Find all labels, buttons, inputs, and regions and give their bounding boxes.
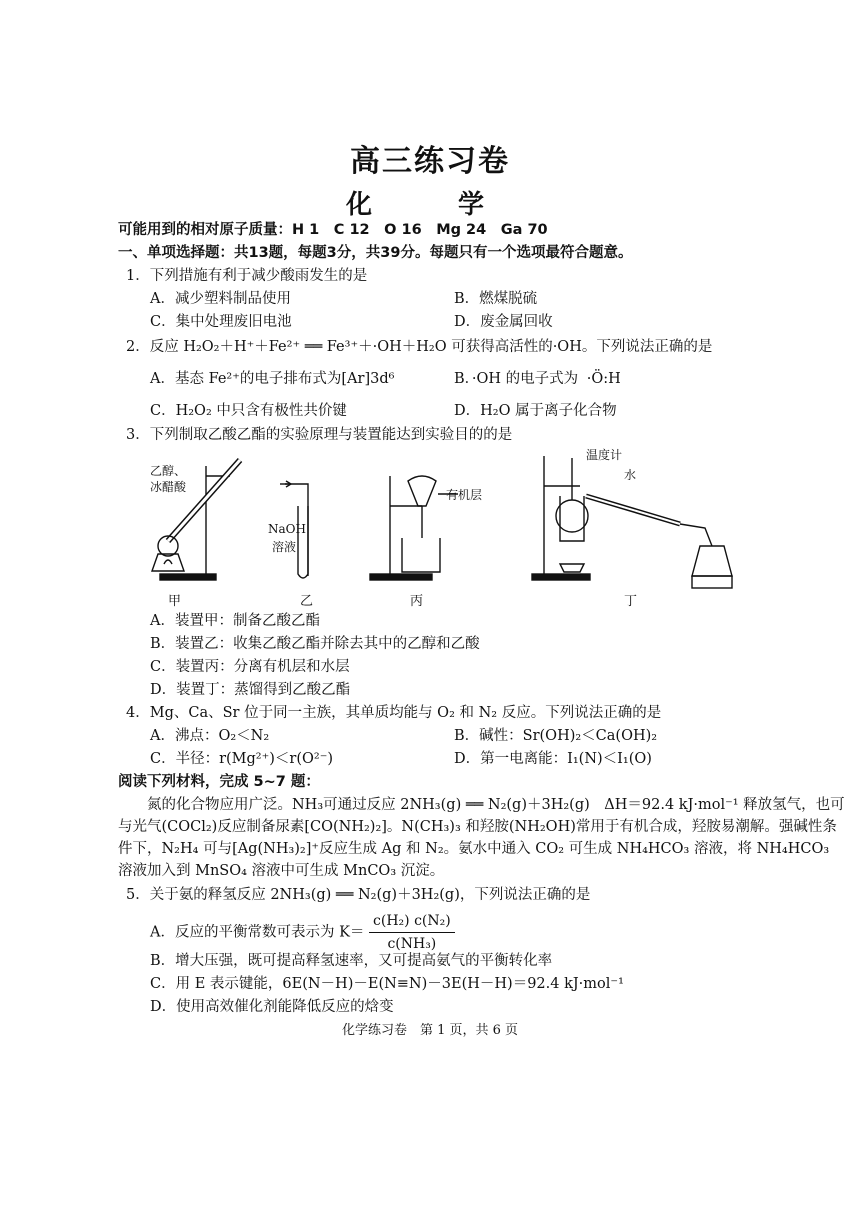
apparatus-bing [370, 476, 458, 580]
q1-stem: 1．下列措施有利于减少酸雨发生的是 [126, 268, 368, 284]
q2-option-a: A．基态 Fe²⁺的电子排布式为[Ar]3d⁶ [150, 371, 395, 387]
reading-text: 氮的化合物应用广泛。NH₃可通过反应 2NH₃(g) ══ N₂(g)＋3H₂(g) ΔH＝92.4 kJ·mol⁻¹ 释放氢气，也可与光气(COCl₂)反应制备尿素[CO(NH₂)₂]。N(CH₃)₃ 和羟胺(NH₂OH)常用于有机合成，羟胺易潮解。强碱性条件下，N₂H₄ 可与[Ag(NH₃)₂]⁺反应生成 Ag 和 N₂。氨水中通入 CO₂ 可生成 NH₄HCO₃ 溶液，将 NH₄HCO₃ 溶液加入到 MnSO₄ 溶液中可生成 MnCO₃ 沉淀。 [118, 797, 845, 879]
q3-option-d: D．装置丁：蒸馏得到乙酸乙酯 [150, 682, 351, 698]
caption-bing: 丙 [410, 594, 424, 609]
q4-option-b: B．碱性：Sr(OH)₂＜Ca(OH)₂ [454, 728, 658, 744]
q5-option-c: C．用 E 表示键能，6E(N－H)－E(N≡N)－3E(H－H)＝92.4 kJ·mol⁻¹ [150, 976, 624, 992]
page-footer: 化学练习卷 第 1 页，共 6 页 [341, 1023, 519, 1038]
ding-water-label: 水 [624, 468, 637, 482]
q3-stem: 3．下列制取乙酸乙酯的实验原理与装置能达到实验目的的是 [126, 427, 513, 443]
q2-option-b-text: B．·OH 的电子式为 [454, 371, 579, 387]
q5-option-a-text: A．反应的平衡常数可表示为 K＝ [150, 924, 365, 941]
apparatus-figure [140, 446, 760, 606]
caption-yi: 乙 [300, 594, 314, 609]
q1-option-a: A．减少塑料制品使用 [150, 291, 291, 307]
fraction-numerator: c(H₂) c(N₂) [369, 910, 455, 933]
q3-option-a: A．装置甲：制备乙酸乙酯 [150, 613, 320, 629]
equilibrium-fraction [369, 910, 455, 955]
page-title: 高三练习卷 [350, 144, 510, 179]
jia-reagent-label-1: 乙醇、 [150, 464, 187, 478]
q2-option-d: D．H₂O 属于离子化合物 [454, 403, 617, 419]
q1-option-b: B．燃煤脱硫 [454, 291, 538, 307]
hydroxyl-electron-formula: ·Ö:H [586, 371, 621, 387]
q1-option-c: C．集中处理废旧电池 [150, 314, 292, 330]
yi-reagent-label-2: 溶液 [272, 540, 297, 554]
jia-reagent-label-2: 冰醋酸 [150, 480, 187, 494]
q2-option-c: C．H₂O₂ 中只含有极性共价键 [150, 403, 347, 419]
fraction-denominator: c(NH₃) [387, 936, 437, 952]
q5-option-a [150, 910, 455, 955]
section-heading: 一、单项选择题：共13题，每题3分，共39分。每题只有一个选项最符合题意。 [118, 245, 633, 261]
q1-option-d: D．废金属回收 [454, 314, 553, 330]
q4-option-d: D．第一电离能：I₁(N)＜I₁(O) [454, 751, 652, 767]
caption-jia: 甲 [168, 594, 182, 609]
atomic-mass-line: 可能用到的相对原子质量：H 1 C 12 O 16 Mg 24 Ga 70 [118, 222, 548, 238]
ding-thermometer-label: 温度计 [586, 448, 623, 462]
subject-title: 化 学 [345, 190, 514, 220]
q2-stem: 2．反应 H₂O₂＋H⁺＋Fe²⁺ ══ Fe³⁺＋·OH＋H₂O 可获得高活性的·OH。下列说法正确的是 [126, 339, 713, 355]
q5-stem: 5．关于氨的释氢反应 2NH₃(g) ══ N₂(g)＋3H₂(g)，下列说法正确的是 [126, 887, 591, 903]
q4-option-a: A．沸点：O₂＜N₂ [150, 728, 270, 744]
q4-option-c: C．半径：r(Mg²⁺)＜r(O²⁻) [150, 751, 334, 767]
bing-layer-label: 有机层 [446, 488, 483, 502]
q3-option-c: C．装置丙：分离有机层和水层 [150, 659, 350, 675]
reading-heading: 阅读下列材料，完成 5~7 题： [118, 774, 320, 790]
q3-option-b: B．装置乙：收集乙酸乙酯并除去其中的乙醇和乙酸 [150, 636, 480, 652]
q5-option-b: B．增大压强，既可提高释氢速率，又可提高氨气的平衡转化率 [150, 953, 553, 969]
q4-stem: 4．Mg、Ca、Sr 位于同一主族，其单质均能与 O₂ 和 N₂ 反应。下列说法正确的是 [126, 705, 662, 721]
q5-option-d: D．使用高效催化剂能降低反应的焓变 [150, 999, 394, 1015]
q2-option-b [454, 368, 621, 390]
caption-ding: 丁 [624, 594, 638, 609]
yi-reagent-label-1: NaOH [268, 522, 306, 536]
